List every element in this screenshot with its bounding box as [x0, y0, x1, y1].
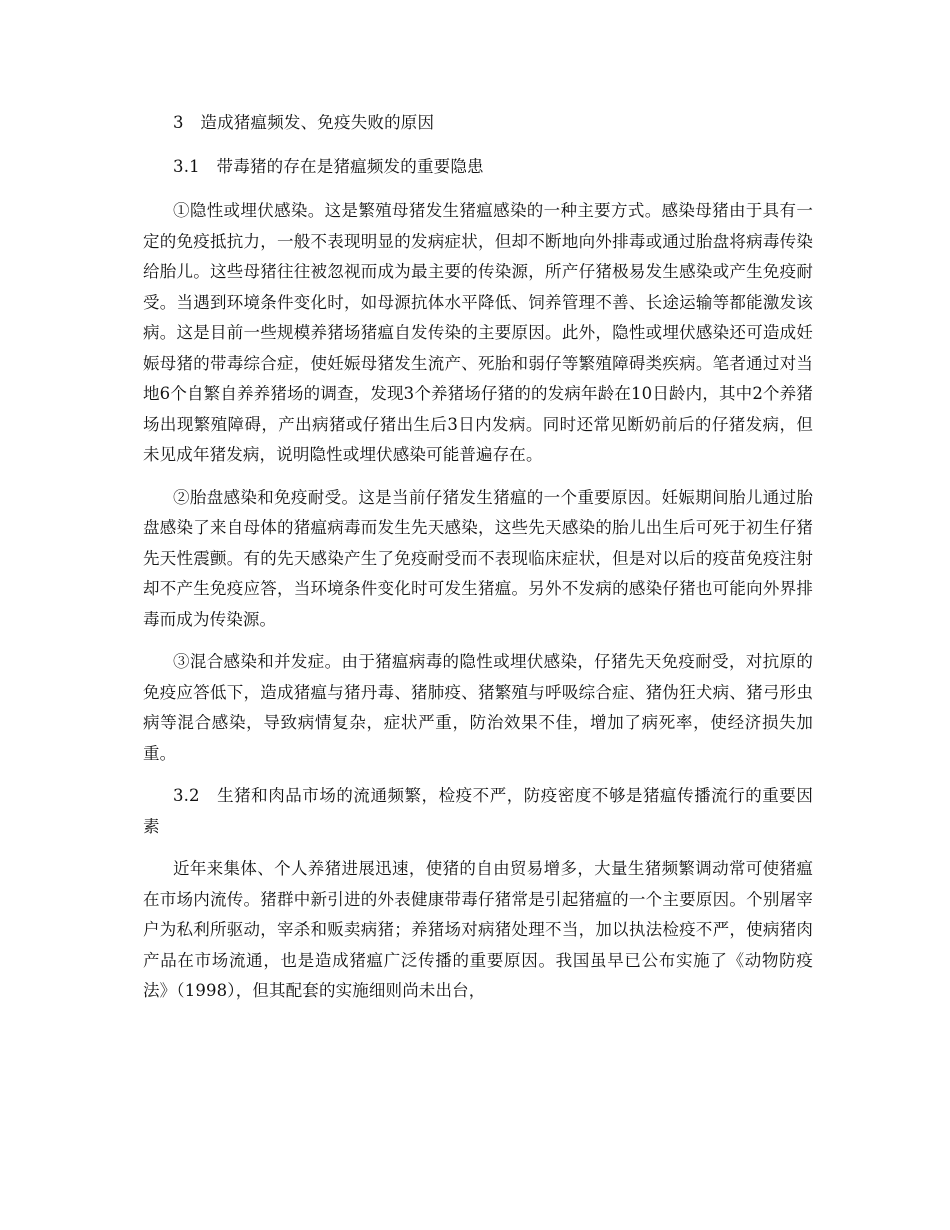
section-heading-3: 3 造成猪瘟频发、免疫失败的原因 [173, 113, 435, 132]
paragraph-market-circulation: 近年来集体、个人养猪进展迅速，使猪的自由贸易增多，大量生猪频繁调动常可使猪瘟在市场内流传。猪群中新引进的外表健康带毒仔猪常是引起猪瘟的一个主要原因。个别屠宰户为私利所驱动，宰杀和贩卖病猪；养猪场对病猪处理不当，加以执法检疫不严，使病猪肉产品在市场流通，也是造成猪瘟广泛传播的重要原因。我国虽早已公布实施了《动物防疫法》（1998），但其配套的实施细则尚未出台， [143, 859, 813, 1000]
paragraph-latent-infection: ①隐性或埋伏感染。这是繁殖母猪发生猪瘟感染的一种主要方式。感染母猪由于具有一定的免疫抵抗力，一般不表现明显的发病症状，但却不断地向外排毒或通过胎盘将病毒传染给胎儿。这些母猪往往被忽视而成为最主要的传染源，所产仔猪极易发生感染或产生免疫耐受。当遇到环境条件变化时，如母源抗体水平降低、饲养管理不善、长途运输等都能激发该病。这是目前一些规模养猪场猪瘟自发传染的主要原因。此外，隐性或埋伏感染还可造成妊娠母猪的带毒综合症，使妊娠母猪发生流产、死胎和弱仔等繁殖障碍类疾病。笔者通过对当地6个自繁自养养猪场的调查，发现3个养猪场仔猪的的发病年龄在10日龄内，其中2个养猪场出现繁殖障碍，产出病猪或仔猪出生后3日内发病。同时还常见断奶前后的仔猪发病，但未见成年猪发病，说明隐性或埋伏感染可能普遍存在。 [143, 201, 813, 464]
document-body [143, 108, 813, 1019]
paragraph-mixed-infection: ③混合感染和并发症。由于猪瘟病毒的隐性或埋伏感染，仔猪先天免疫耐受，对抗原的免疫应答低下，造成猪瘟与猪丹毒、猪肺疫、猪繁殖与呼吸综合症、猪伪狂犬病、猪弓形虫病等混合感染，导致病情复杂，症状严重，防治效果不佳，增加了病死率，使经济损失加重。 [143, 652, 813, 763]
subsection-heading-3-1: 3.1 带毒猪的存在是猪瘟频发的重要隐患 [173, 157, 484, 176]
paragraph-placental-infection: ②胎盘感染和免疫耐受。这是当前仔猪发生猪瘟的一个重要原因。妊娠期间胎儿通过胎盘感染了来自母体的猪瘟病毒而发生先天感染，这些先天感染的胎儿出生后可死于初生仔猪先天性震颤。有的先天感染产生了免疫耐受而不表现临床症状，但是对以后的疫苗免疫注射却不产生免疫应答，当环境条件变化时可发生猪瘟。另外不发病的感染仔猪也可能向外界排毒而成为传染源。 [143, 487, 813, 629]
subsection-heading-3-2: 3.2 生猪和肉品市场的流通频繁，检疫不严，防疫密度不够是猪瘟传播流行的重要因素 [143, 786, 813, 836]
